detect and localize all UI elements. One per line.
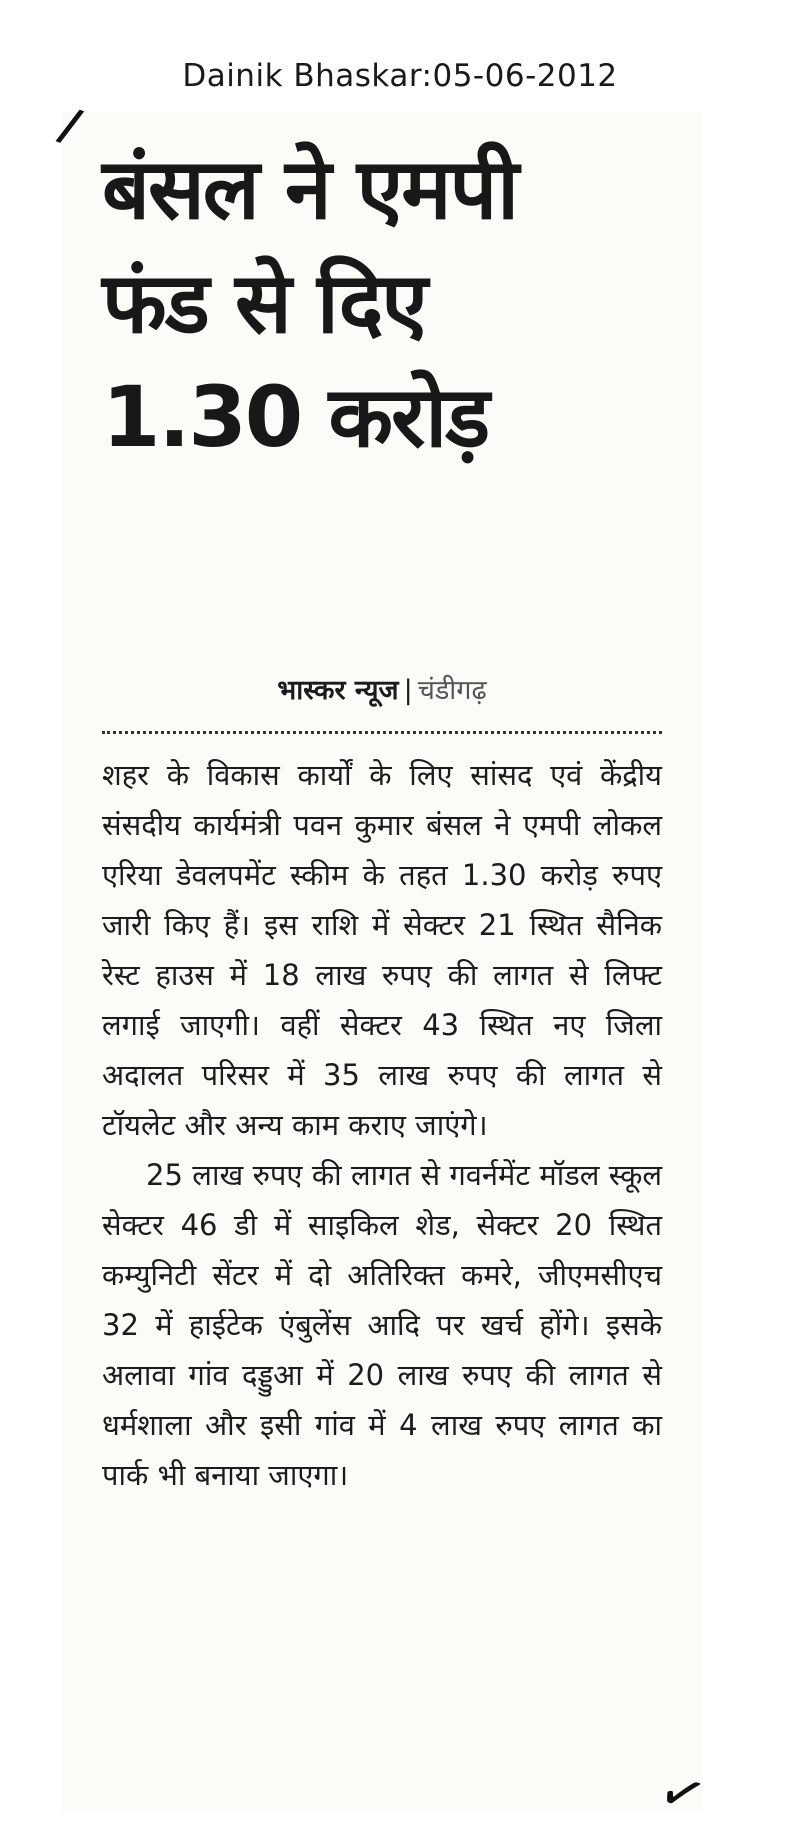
headline-line-2: फंड से दिए	[102, 254, 426, 352]
article-paragraph-1: शहर के विकास कार्यों के लिए सांसद एवं केंद्रीय संसदीय कार्यमंत्री पवन कुमार बंसल ने एमपी लोकल एरिया डेवलपमेंट स्कीम के तहत 1.30 करोड़ रुपए जारी किए हैं। इस राशि में सेक्टर 21 स्थित सैनिक रेस्ट हाउस में 18 लाख रुपए की लागत से लिफ्ट लगाई जाएगी। वहीं सेक्टर 43 स्थित नए जिला अदालत परिसर में 35 लाख रुपए की लागत से टॉयलेट और अन्य काम कराए जाएंगे।	[102, 758, 662, 1142]
news-clipping	[53, 96, 715, 1831]
article-paragraph-2: 25 लाख रुपए की लागत से गवर्नमेंट मॉडल स्कूल सेक्टर 46 डी में साइकिल शेड, सेक्टर 20 स्थित कम्युनिटी सेंटर में दो अतिरिक्त कमरे, जीएमसीएच 32 में हाईटेक एंबुलेंस आदि पर खर्च होंगे। इसके अलावा गांव दड्डुआ में 20 लाख रुपए की लागत से धर्मशाला और इसी गांव में 4 लाख रुपए लागत का पार्क भी बनाया जाएगा।	[102, 1158, 662, 1492]
byline	[62, 670, 702, 707]
dotted-divider	[102, 731, 662, 734]
pen-tick-mark-bottom: ✓	[650, 1756, 715, 1831]
byline-agency: भास्कर न्यूज	[277, 675, 399, 706]
headline-line-3: 1.30 करोड़	[102, 368, 489, 466]
pen-tick-mark-top: /	[53, 96, 88, 154]
byline-place: चंडीगढ़	[417, 675, 487, 706]
byline-separator: |	[403, 675, 413, 706]
headline	[102, 132, 662, 474]
clipping-source-date: Dainik Bhaskar:05-06-2012	[182, 58, 618, 94]
headline-line-1: बंसल ने एमपी	[102, 140, 517, 238]
article-body	[102, 750, 662, 1500]
